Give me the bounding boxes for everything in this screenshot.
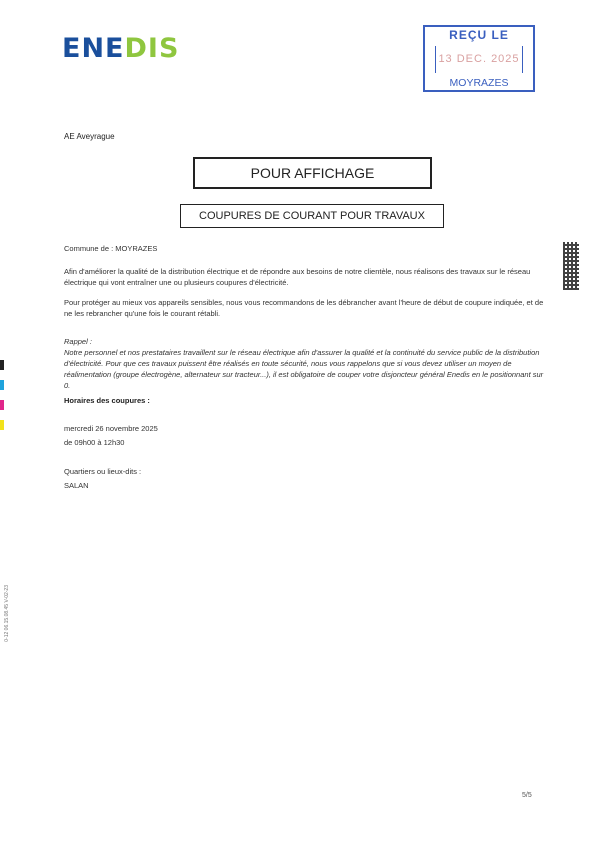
received-stamp	[423, 25, 535, 92]
cyan-mark	[0, 380, 4, 390]
reminder-paragraph: Notre personnel et nos prestataires travaillent sur le réseau électrique afin d'assurer la qualité et la continuité du service public de la distribution d'électricité. Pour que ces travaux puissent être réalisés en toute sécurité, nous vous rappelons que si vous devez utiliser un moyen de réalimentation (groupe électrogène, alternateur sur tracteur...), il est obligatoire de couper votre disjoncteur général Enedis en le positionnant sur 0.	[64, 348, 544, 390]
sender: AE Aveyrague	[64, 132, 115, 141]
enedis-logo	[62, 33, 179, 64]
black-mark	[0, 360, 4, 370]
print-color-marks	[0, 360, 4, 440]
page-number: 5/5	[522, 792, 532, 799]
yellow-mark	[0, 420, 4, 430]
outage-date: mercredi 26 novembre 2025	[64, 424, 158, 433]
stamp-town: MOYRAZES	[449, 77, 509, 89]
side-print-code: 0-12 06.15.08.45 V-02-23	[4, 585, 10, 642]
logo-text-part2: DIS	[124, 33, 180, 64]
title-box: POUR AFFICHAGE	[193, 157, 432, 189]
datamatrix-code	[563, 242, 579, 290]
outage-time: de 09h00 à 12h30	[64, 438, 125, 447]
logo-text-part1: ENE	[62, 33, 125, 64]
reminder-label: Rappel :	[64, 337, 92, 346]
stamp-title: REÇU LE	[449, 28, 509, 42]
advice-paragraph: Pour protéger au mieux vos appareils sensibles, nous vous recommandons de les débrancher avant l'heure de début de coupure indiquée, et de ne les rebrancher qu'une fois le courant rétabli.	[64, 298, 544, 318]
magenta-mark	[0, 400, 4, 410]
stamp-date-frame	[435, 46, 523, 73]
place-value: SALAN	[64, 481, 89, 490]
subtitle-box: COUPURES DE COURANT POUR TRAVAUX	[180, 204, 444, 228]
stamp-date: 13 DEC. 2025	[438, 53, 520, 65]
commune-line: Commune de : MOYRAZES	[64, 244, 158, 253]
intro-paragraph: Afin d'améliorer la qualité de la distribution électrique et de répondre aux besoins de notre clientèle, nous réalisons des travaux sur le réseau électrique qui vont entraîner une ou plusieurs coupures d'électricité.	[64, 267, 531, 287]
hours-label: Horaires des coupures :	[64, 396, 150, 405]
places-label: Quartiers ou lieux-dits :	[64, 467, 142, 476]
